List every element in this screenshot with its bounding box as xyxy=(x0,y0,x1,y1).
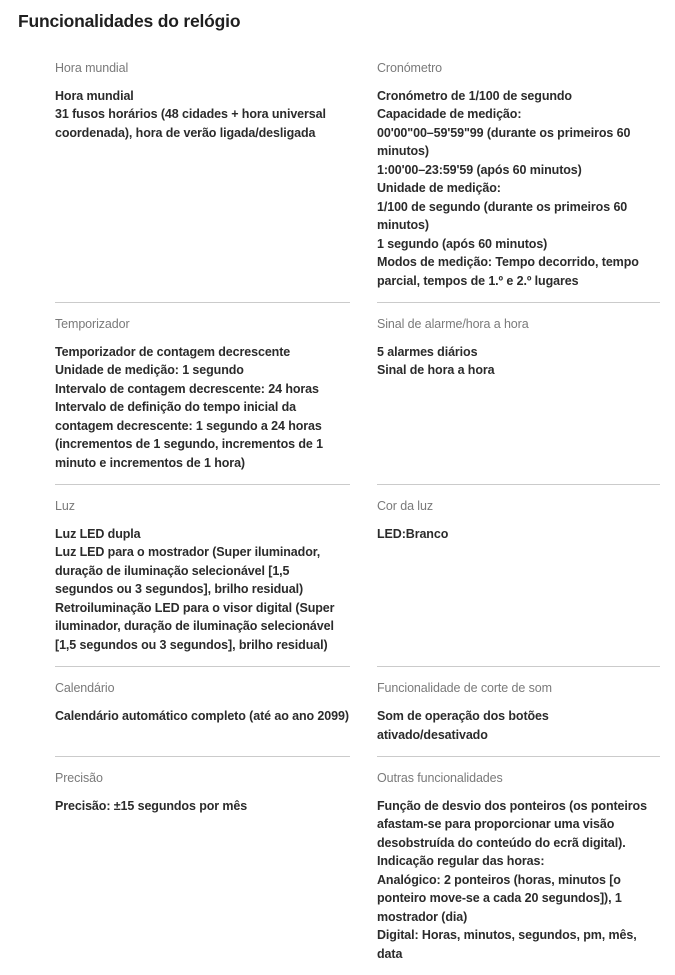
spec-line: Sinal de hora a hora xyxy=(377,363,495,378)
section-heading: Precisão xyxy=(55,771,103,785)
section-body xyxy=(377,343,660,380)
section-body xyxy=(55,797,350,816)
section-outras-funcionalidades xyxy=(377,756,660,975)
spec-line: Luz LED dupla xyxy=(55,526,141,541)
spec-line: Som de operação dos botões ativado/desativado xyxy=(377,709,549,742)
section-heading: Cor da luz xyxy=(377,499,433,514)
spec-line: Luz LED para o mostrador (Super iluminador, duração de iluminação selecionável [1,5 segundos ou 3 segundos], brilho residual) xyxy=(55,545,321,597)
section-heading: Funcionalidade de corte de som xyxy=(377,681,552,696)
spec-line: Precisão: ±15 segundos por mês xyxy=(55,798,248,813)
section-body xyxy=(377,707,660,744)
section-heading: Temporizador xyxy=(55,317,130,332)
spec-line: Intervalo de contagem decrescente: 24 horas xyxy=(55,381,319,396)
section-heading: Sinal de alarme/hora a hora xyxy=(377,317,529,332)
spec-grid xyxy=(55,47,660,975)
section-cronometro xyxy=(377,47,660,302)
spec-line: Hora mundial xyxy=(55,88,134,103)
spec-line: Função de desvio dos ponteiros (os ponteiros afastam-se para proporcionar uma visão desobstruída do conteúdo do ecrã digital). xyxy=(377,798,647,850)
spec-line: LED:Branco xyxy=(377,526,449,541)
spec-line: 00'00"00–59'59"99 (durante os primeiros 60 minutos) xyxy=(377,125,631,159)
spec-row-1 xyxy=(55,47,660,302)
section-heading: Outras funcionalidades xyxy=(377,771,503,785)
section-heading: Cronómetro xyxy=(377,61,442,75)
spec-row-5 xyxy=(55,756,660,975)
section-corte-de-som xyxy=(377,666,660,756)
section-body xyxy=(55,707,350,726)
spec-line: Unidade de medição: xyxy=(377,181,501,196)
section-temporizador xyxy=(55,302,350,484)
spec-line: Indicação regular das horas: xyxy=(377,854,545,869)
section-precisao xyxy=(55,756,350,975)
spec-line: Calendário automático completo (até ao ano 2099) xyxy=(55,709,349,723)
section-calendario xyxy=(55,666,350,756)
section-cor-da-luz xyxy=(377,484,660,666)
section-body xyxy=(377,797,660,964)
spec-line: 5 alarmes diários xyxy=(377,344,478,359)
spec-line: 1 segundo (após 60 minutos) xyxy=(377,236,548,251)
spec-line: Unidade de medição: 1 segundo xyxy=(55,363,244,378)
section-body xyxy=(377,87,660,291)
section-heading: Calendário xyxy=(55,681,115,696)
section-body xyxy=(55,87,350,143)
section-body xyxy=(377,525,660,544)
spec-line: Cronómetro de 1/100 de segundo xyxy=(377,88,572,103)
section-hora-mundial xyxy=(55,47,350,302)
section-body xyxy=(55,525,350,655)
spec-line: Temporizador de contagem decrescente xyxy=(55,344,291,359)
spec-line: Modos de medição: Tempo decorrido, tempo parcial, tempos de 1.º e 2.º lugares xyxy=(377,255,639,288)
spec-line: 1:00'00–23:59'59 (após 60 minutos) xyxy=(377,162,582,177)
spec-line: Retroiluminação LED para o visor digital (Super iluminador, duração de iluminação selecionável [1,5 segundos ou 3 segundos], brilho residual) xyxy=(55,600,335,652)
spec-line: Digital: Horas, minutos, segundos, pm, mês, data xyxy=(377,928,637,961)
section-heading: Luz xyxy=(55,499,75,514)
spec-line: 31 fusos horários (48 cidades + hora universal coordenada), hora de verão ligada/desligada xyxy=(55,107,326,140)
spec-line: Capacidade de medição: xyxy=(377,107,522,122)
spec-line: Intervalo de definição do tempo inicial da contagem decrescente: 1 segundo a 24 horas (incrementos de 1 segundo, incrementos de 1 minuto e incrementos de 1 hora) xyxy=(55,400,323,470)
spec-line: Analógico: 2 ponteiros (horas, minutos [o ponteiro move-se a cada 20 segundos]), 1 mostrador (dia) xyxy=(377,872,622,924)
section-body xyxy=(55,343,350,473)
spec-row-4 xyxy=(55,666,660,756)
section-heading: Hora mundial xyxy=(55,61,129,75)
spec-row-2 xyxy=(55,302,660,484)
spec-row-3 xyxy=(55,484,660,666)
section-sinal-alarme xyxy=(377,302,660,484)
page-title: Funcionalidades do relógio xyxy=(18,11,241,31)
spec-line: 1/100 de segundo (durante os primeiros 60 minutos) xyxy=(377,199,628,233)
section-luz xyxy=(55,484,350,666)
